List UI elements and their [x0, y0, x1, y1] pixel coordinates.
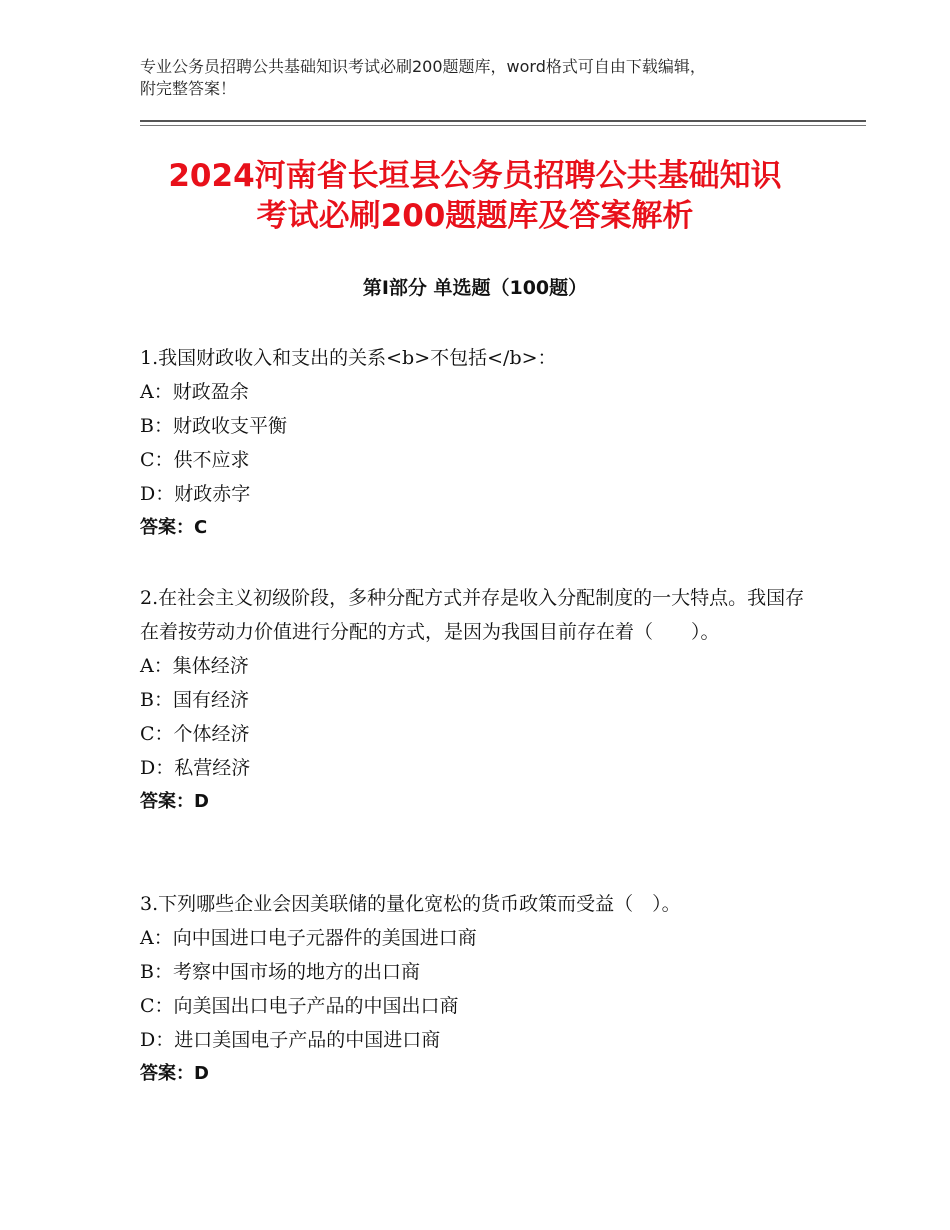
question-option-c: C：供不应求	[140, 449, 250, 471]
question-answer: 答案：C	[140, 517, 208, 538]
question-option-c: C：向美国出口电子产品的中国出口商	[140, 995, 459, 1017]
header-rule-thick	[140, 120, 866, 122]
question-option-b: B：国有经济	[140, 689, 249, 711]
header-note-line-1: 专业公务员招聘公共基础知识考试必刷200题题库，word格式可自由下载编辑，	[140, 57, 706, 76]
question-option-d: D：进口美国电子产品的中国进口商	[140, 1029, 441, 1051]
section-title: 第Ⅰ部分 单选题（100题）	[362, 277, 588, 299]
question-stem: 1.我国财政收入和支出的关系<b>不包括</b>：	[140, 347, 557, 369]
header-note	[140, 56, 820, 100]
document-title	[100, 156, 850, 236]
question-answer: 答案：D	[140, 1063, 209, 1084]
question-answer: 答案：D	[140, 791, 209, 812]
document-title-line-2: 考试必刷200题题库及答案解析	[256, 198, 694, 234]
question-3	[140, 887, 810, 1091]
header-note-line-2: 附完整答案！	[140, 79, 237, 98]
question-stem: 2.在社会主义初级阶段，多种分配方式并存是收入分配制度的一大特点。我国存在着按劳动力价值进行分配的方式，是因为我国目前存在着（ ）。	[140, 587, 805, 643]
document-title-line-1: 2024河南省长垣县公务员招聘公共基础知识	[168, 158, 782, 194]
question-option-b: B：财政收支平衡	[140, 415, 287, 437]
question-option-b: B：考察中国市场的地方的出口商	[140, 961, 420, 983]
question-option-a: A：向中国进口电子元器件的美国进口商	[140, 927, 477, 949]
question-option-a: A：集体经济	[140, 655, 249, 677]
question-option-c: C：个体经济	[140, 723, 250, 745]
question-option-d: D：私营经济	[140, 757, 251, 779]
header-rule-thin	[140, 125, 866, 126]
question-stem: 3.下列哪些企业会因美联储的量化宽松的货币政策而受益（ ）。	[140, 893, 681, 915]
question-option-a: A：财政盈余	[140, 381, 249, 403]
question-2	[140, 581, 810, 819]
question-option-d: D：财政赤字	[140, 483, 251, 505]
question-1	[140, 341, 810, 545]
